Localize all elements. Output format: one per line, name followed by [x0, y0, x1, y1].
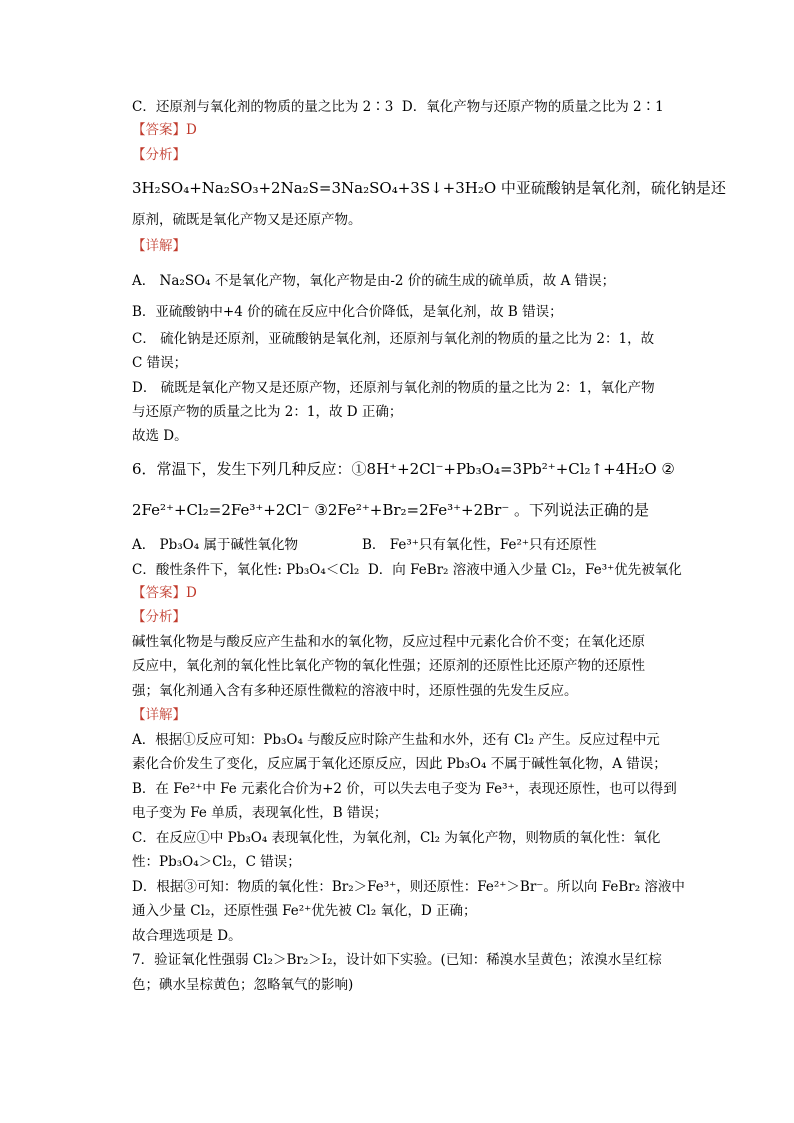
q6-detail-b-line-1: B．在 Fe²⁺中 Fe 元素化合价为+2 价，可以失去电子变为 Fe³⁺，表现还原性，也可以得到	[132, 781, 677, 797]
q6-detail-d-line-2: 通入少量 Cl₂，还原性强 Fe²⁺优先被 Cl₂ 氧化，D 正确；	[132, 903, 477, 919]
q7-stem-line-2: 色；碘水呈棕黄色；忽略氧气的影响)	[132, 977, 354, 993]
q5-analysis-line-2: 原剂，硫既是氧化产物又是还原产物。	[132, 212, 362, 228]
q5-answer: 【答案】D	[132, 122, 197, 138]
q6-analysis-line-1: 碱性氧化物是与酸反应产生盐和水的氧化物，反应过程中元素化合价不变；在氧化还原	[132, 634, 645, 650]
q6-analysis-line-2: 反应中，氧化剂的氧化性比氧化产物的氧化性强；还原剂的还原性比还原产物的还原性	[132, 658, 645, 674]
q5-analysis-line-1: 3H₂SO₄+Na₂SO₃+2Na₂S=3Na₂SO₄+3S↓+3H₂O 中亚硫酸钠是氧化剂，硫化钠是还	[132, 179, 726, 197]
q5-detail-b: B．亚硫酸钠中+4 价的硫在反应中化合价降低，是氧化剂，故 B 错误；	[132, 304, 563, 320]
q5-detail-c-line-1: C． 硫化钠是还原剂，亚硫酸钠是氧化剂，还原剂与氧化剂的物质的量之比为 2：1，故	[132, 331, 655, 347]
q5-option-d: D．氧化产物与还原产物的质量之比为 2∶1	[401, 99, 664, 115]
q6-detail-c-line-2: 性：Pb₃O₄＞Cl₂，C 错误；	[132, 854, 301, 870]
q5-detail-d-line-1: D． 硫既是氧化产物又是还原产物，还原剂与氧化剂的物质的量之比为 2：1，氧化产物	[132, 380, 655, 396]
q6-stem-line-2: 2Fe²⁺+Cl₂=2Fe³⁺+2Cl⁻ ③2Fe²⁺+Br₂=2Fe³⁺+2Br⁻ 。下列说法正确的是	[132, 501, 650, 519]
q6-option-b: B． Fe³⁺只有氧化性，Fe²⁺只有还原性	[362, 537, 597, 553]
q6-option-c: C．酸性条件下，氧化性: Pb₃O₄＜Cl₂	[132, 562, 360, 578]
q6-detail-heading: 【详解】	[132, 707, 186, 723]
q6-analysis-heading: 【分析】	[132, 609, 186, 625]
q6-answer: 【答案】D	[132, 585, 197, 601]
q5-analysis-heading: 【分析】	[132, 147, 186, 163]
q5-option-c: C．还原剂与氧化剂的物质的量之比为 2∶3	[132, 99, 394, 115]
q5-detail-heading: 【详解】	[132, 238, 186, 254]
q6-detail-d-line-1: D．根据③可知：物质的氧化性：Br₂＞Fe³⁺，则还原性：Fe²⁺＞Br⁻。所以向 FeBr₂ 溶液中	[132, 879, 685, 895]
q6-stem-line-1: 6．常温下，发生下列几种反应：①8H⁺+2Cl⁻+Pb₃O₄=3Pb²⁺+Cl₂↑+4H₂O ②	[132, 460, 675, 478]
q6-detail-b-line-2: 电子变为 Fe 单质，表现氧化性，B 错误；	[132, 805, 388, 821]
q5-conclusion: 故选 D。	[132, 428, 188, 444]
q5-detail-d-line-2: 与还原产物的质量之比为 2：1，故 D 正确；	[132, 404, 403, 420]
q6-option-a: A． Pb₃O₄ 属于碱性氧化物	[132, 537, 298, 553]
q7-stem-line-1: 7．验证氧化性强弱 Cl₂＞Br₂＞I₂，设计如下实验。(已知：稀溴水呈黄色；浓溴水呈红棕	[132, 952, 662, 968]
q6-detail-a-line-2: 素化合价发生了变化，反应属于氧化还原反应，因此 Pb₃O₄ 不属于碱性氧化物，A 错误；	[132, 756, 667, 772]
q6-option-d: D．向 FeBr₂ 溶液中通入少量 Cl₂，Fe³⁺优先被氧化	[367, 562, 682, 578]
q6-options-cd	[132, 561, 682, 579]
q6-conclusion: 故合理选项是 D。	[132, 928, 242, 944]
q6-detail-a-line-1: A．根据①反应可知：Pb₃O₄ 与酸反应时除产生盐和水外，还有 Cl₂ 产生。反应过程中元	[132, 732, 660, 748]
q5-detail-c-line-2: C 错误；	[132, 355, 188, 371]
q6-analysis-line-3: 强；氧化剂通入含有多种还原性微粒的溶液中时，还原性强的先发生反应。	[132, 683, 578, 699]
q5-detail-a: A． Na₂SO₄ 不是氧化产物，氧化产物是由-2 价的硫生成的硫单质，故 A 错误；	[132, 273, 616, 289]
q5-options-cd	[132, 98, 672, 116]
q6-detail-c-line-1: C．在反应①中 Pb₃O₄ 表现氧化性，为氧化剂，Cl₂ 为氧化产物，则物质的氧化性：氧化	[132, 830, 661, 846]
